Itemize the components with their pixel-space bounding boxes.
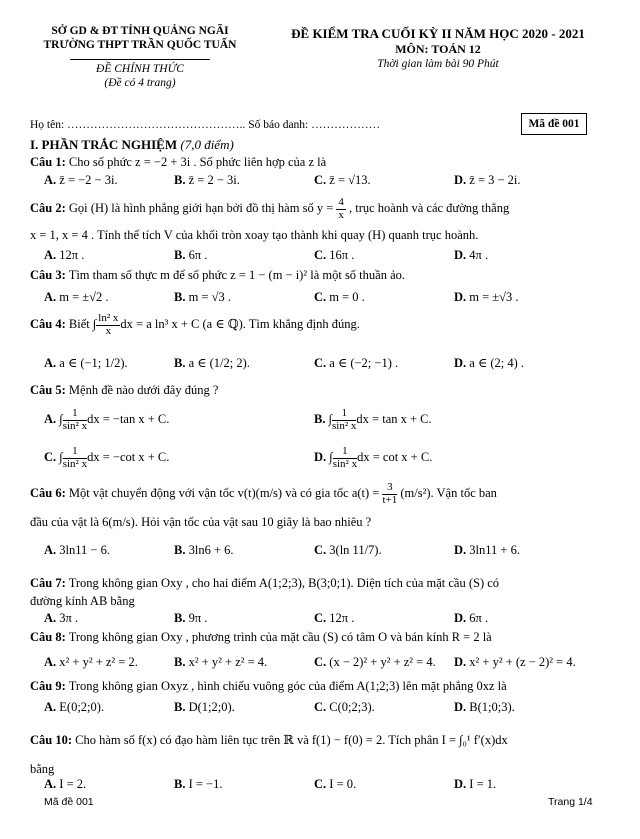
option-d: D. z̄ = 3 − 2i. <box>454 173 521 187</box>
duration: Thời gian làm bài 90 Phút <box>377 58 499 71</box>
school-name: TRƯỜNG THPT TRẦN QUỐC TUẤN <box>43 39 237 52</box>
question-2-cont: x = 1, x = 4 . Tính thể tích V của khối tròn xoay tạo thành khi quay (H) quanh trục hoành. <box>30 228 479 242</box>
fraction: $\frac{4}{x}$ <box>338 196 344 221</box>
question-10: Câu 10: Cho hàm số f(x) có đạo hàm liên tục trên ℝ và f(1) − f(0) = 2. Tích phân I = ∫₀¹ f′(x)dx <box>30 733 508 747</box>
page-count: (Đề có 4 trang) <box>104 77 176 90</box>
id-field: Số báo danh: ……………… <box>248 119 381 131</box>
question-3: Câu 3: Tìm tham số thực m để số phức z = 1 − (m − i)² là một số thuần ảo. <box>30 268 405 282</box>
footer-page: Trang 1/4 <box>548 796 593 808</box>
exam-header <box>268 26 608 72</box>
question-8: Câu 8: Trong không gian Oxy , phương trình của mặt cầu (S) có tâm O và bán kính R = 2 là <box>30 630 492 644</box>
name-field: Họ tên: ……………………………………….. <box>30 119 246 131</box>
section-points: (7,0 điểm) <box>180 137 234 152</box>
question-5: Câu 5: Mệnh đề nào dưới đây đúng ? <box>30 383 219 397</box>
school-header <box>30 24 250 91</box>
student-info <box>30 118 510 132</box>
question-10-cont: bằng <box>30 762 55 776</box>
exam-code-box: Mã đề 001 <box>521 113 587 135</box>
exam-title: ĐỀ KIỂM TRA CUỐI KỲ II NĂM HỌC 2020 - 2021 <box>291 26 585 41</box>
question-9: Câu 9: Trong không gian Oxyz , hình chiếu vuông góc của điểm A(1;2;3) lên mặt phẳng 0xz là <box>30 679 507 693</box>
option-a: A. z̄ = −2 − 3i. <box>44 173 118 187</box>
footer-code: Mã đề 001 <box>44 796 94 808</box>
exam-page: SỞ GD & ĐT TỈNH QUẢNG NGÃI TRƯỜNG THPT TRẦN QUỐC TUẤN ĐỀ CHÍNH THỨC (Đề có 4 trang) ĐỀ KIỂM TRA CUỐI KỲ II NĂM HỌC 2020 - 2021 MÔN: TOÁN 12 Thời gian làm bài 90 Phút Họ tên: ……………………………………….. Số báo danh: ……………… Mã đề 001 I. PHẦN TRẮC NGHIỆM (7,0 điểm) Câu 1: Cho số phức z = −2 + 3i . Số phức liên hợp của z là A. z̄ = −2 − 3i. B. z̄ = 2 − 3i. C. z̄ = √13. D. z̄ = 3 − 2i. Câu 2: Gọi (H) là hình phẳng giới hạn bởi đồ thị hàm số y = $\frac{4}{x}$ , trục hoành và các đường thẳng x = 1, x = 4 . Tính thể tích V của khối tròn xoay tạo thành khi quay (H) quanh trục hoành. A. 12π . B. 6π . C. 16π . D. 4π . Câu 3: Tìm tham số thực m để số phức z = 1 − (m − i)² là một số thuần ảo. A. m = ±√2 . B. m = √3 . C. m = 0 . D. m = ±√3 . Câu 4: Biết ∫ $\frac{\text{ln² x}}{x}$ dx = a ln³ x + C (a ∈ ℚ). Tìm khẳng định đúng. A. a ∈ (−1; 1/2). B. a ∈ (1/2; 2). C. a ∈ (−2; −1) . D. a ∈ (2; 4) . Câu 5: Mệnh đề nào dưới đây đúng ? A. ∫ $\frac{1}{\text{sin² x}}$ dx = −tan x + C. B. ∫ $\frac{1}{\text{sin² x}}$ dx = tan x + C. C. ∫ $\frac{1}{\text{sin² x}}$ dx = −cot x + C. D. ∫ $\frac{1}{\text{sin² x}}$ dx = cot x + C. Câu 6: Một vật chuyển động với vận tốc v(t)(m/s) và có gia tốc a(t) = $\frac{3}{t+1}$ (m/s²). Vận tốc ban đầu của vật là 6(m/s). Hỏi vận tốc của vật sau 10 giây là bao nhiêu ? A. 3ln11 − 6. B. 3ln6 + 6. C. 3(ln 11/7). D. 3ln11 + 6. Câu 7: Trong không gian Oxy , cho hai điểm A(1;2;3), B(3;0;1). Diện tích của mặt cầu (S) có đường kính AB bằng A. 3π . B. 9π . C. 12π . D. 6π . Câu 8: Trong không gian Oxy , phương trình của mặt cầu (S) có tâm O và bán kính R = 2 là A. x² + y² + z² = 2. B. x² + y² + z² = 4. C. (x − 2)² + y² + z² = 4. D. x² + y² + (z − 2)² = 4. Câu 9: Trong không gian Oxyz , hình chiếu vuông góc của điểm A(1;2;3) lên mặt phẳng 0xz là A. E(0;2;0). B. D(1;2;0). C. C(0;2;3). D. B(1;0;3). Câu 10: Cho hàm số f(x) có đạo hàm liên tục trên ℝ và f(1) − f(0) = 2. Tích phân I = ∫₀¹ f′(x)dx bằng A. I = 2. B. I = −1. C. I = 0. D. I = 1. Mã đề 001 Trang 1/4 <box>0 0 640 839</box>
question-4: Câu 4: Biết ∫ $\frac{\text{ln² x}}{x}$ dx = a ln³ x + C (a ∈ ℚ). Tìm khẳng định đúng. <box>30 312 360 337</box>
option-c: C. z̄ = √13. <box>314 173 371 187</box>
question-7: Câu 7: Trong không gian Oxy , cho hai điểm A(1;2;3), B(3;0;1). Diện tích của mặt cầu (S) có <box>30 576 500 590</box>
question-6-cont: đầu của vật là 6(m/s). Hỏi vận tốc của vật sau 10 giây là bao nhiêu ? <box>30 515 372 529</box>
official-label: ĐỀ CHÍNH THỨC <box>96 62 184 75</box>
question-1: Câu 1: Cho số phức z = −2 + 3i . Số phức liên hợp của z là <box>30 155 327 169</box>
subject: MÔN: TOÁN 12 <box>395 42 481 57</box>
question-7-cont: đường kính AB bằng <box>30 594 135 608</box>
question-2: Câu 2: Gọi (H) là hình phẳng giới hạn bởi đồ thị hàm số y = $\frac{4}{x}$ , trục hoành và các đường thẳng <box>30 196 510 221</box>
question-6: Câu 6: Một vật chuyển động với vận tốc v(t)(m/s) và có gia tốc a(t) = $\frac{3}{t+1}$ (m/s²). Vận tốc ban <box>30 481 497 506</box>
option-b: B. z̄ = 2 − 3i. <box>174 173 240 187</box>
department-name: SỞ GD & ĐT TỈNH QUẢNG NGÃI <box>51 25 229 37</box>
divider <box>70 59 210 60</box>
section-title: I. PHẦN TRẮC NGHIỆM (7,0 điểm) <box>30 137 234 152</box>
